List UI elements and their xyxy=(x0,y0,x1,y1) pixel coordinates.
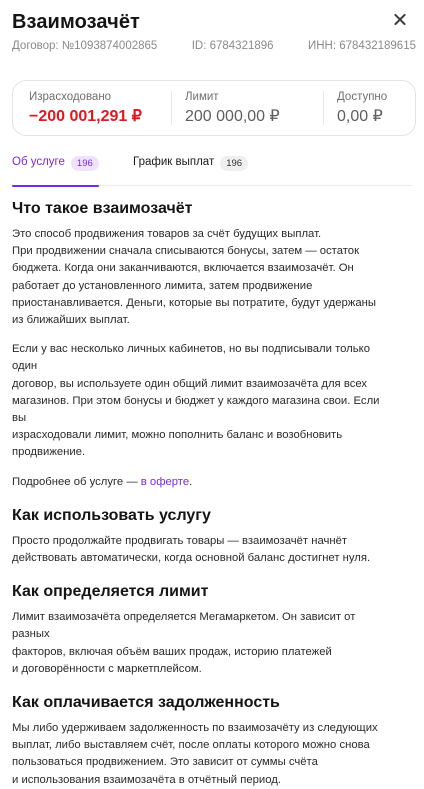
section-title-limit: Как определяется лимит xyxy=(12,583,209,601)
spent-value: −200 001,291 ₽ xyxy=(29,108,142,125)
what-paragraph-2 xyxy=(12,341,414,461)
header xyxy=(12,8,412,38)
balance-summary-card xyxy=(12,80,416,136)
limit-cell xyxy=(171,81,323,135)
text-line: Мы либо удерживаем задолженность по взаимозачёту из следующих xyxy=(12,722,378,735)
section-how-use xyxy=(12,505,414,567)
more-end: . xyxy=(189,475,193,488)
text-line: продвижение. xyxy=(12,446,86,459)
text-line: Если у вас несколько личных кабинетов, но вы подписывали только xyxy=(12,343,370,356)
available-label: Доступно xyxy=(337,91,388,103)
tab-payment-schedule[interactable] xyxy=(133,156,248,186)
service-description xyxy=(12,198,414,789)
text-line: из ближайших выплат. xyxy=(12,314,130,327)
text-line: Просто продолжайте продвигать товары — взаимозачёт начнёт xyxy=(12,534,348,547)
available-value: 0,00 ₽ xyxy=(337,108,383,125)
limit-value: 200 000,00 ₽ xyxy=(185,108,280,125)
text-line: выплат, либо выставляем счёт, после оплаты которого можно снова xyxy=(12,739,370,752)
contract-number: Договор: №1093874002865 xyxy=(12,40,158,52)
tab-about-service[interactable] xyxy=(12,156,99,186)
text-line: работает до установленного лимита, затем продвижение xyxy=(12,279,313,292)
text-line: При продвижении сначала списываются бонусы, затем — остаток xyxy=(12,245,360,258)
spent-label: Израсходовано xyxy=(29,91,112,103)
more-info xyxy=(12,474,414,491)
text-line: приостанавливается. Деньги, которые вы потратите, будут удержаны xyxy=(12,296,376,309)
contract-meta xyxy=(12,40,416,54)
text-line: действовать автоматически, когда основной баланс достигнет нуля. xyxy=(12,552,371,565)
text-line: и использования взаимозачёта в отчётный период. xyxy=(12,773,282,786)
text-line: Это способ продвижения товаров за счёт будущих выплат. xyxy=(12,228,322,240)
how-use-paragraph xyxy=(12,533,414,567)
account-id: ID: 6784321896 xyxy=(191,40,274,52)
tab-about-count: 196 xyxy=(71,156,99,171)
section-debt xyxy=(12,692,414,789)
text-line: Лимит взаимозачёта определяется Мегамаркетом. Он зависит от xyxy=(12,611,356,624)
text-line: один xyxy=(12,360,38,373)
page-title: Взаимозачёт xyxy=(12,11,140,33)
text-line: факторов, включая объём ваших продаж, историю платежей xyxy=(12,645,332,658)
text-line: разных xyxy=(12,628,50,641)
section-title-how-use: Как использовать услугу xyxy=(12,506,211,524)
text-line: пользоваться продвижением. Это зависит от суммы счёта xyxy=(12,756,318,769)
tab-schedule-count: 196 xyxy=(220,156,248,171)
text-line: вы xyxy=(12,412,27,425)
text-line: и договорённости с маркетплейсом. xyxy=(12,662,202,675)
more-text: Подробнее об услуге — xyxy=(12,475,141,488)
tab-bar xyxy=(12,156,412,186)
debt-paragraph xyxy=(12,720,414,789)
inn-number: ИНН: 678432189615 xyxy=(307,40,416,52)
text-line: израсходовали лимит, можно пополнить баланс и возобновить xyxy=(12,429,343,442)
section-limit xyxy=(12,581,414,678)
available-cell xyxy=(323,81,415,135)
tab-about-label: Об услуге xyxy=(12,156,65,168)
section-title-debt: Как оплачивается задолженность xyxy=(12,694,280,712)
limit-paragraph xyxy=(12,609,414,678)
limit-label: Лимит xyxy=(185,91,219,103)
text-line: магазинов. При этом бонусы и бюджет у каждого магазина свои. Если xyxy=(12,394,380,407)
tab-schedule-label: График выплат xyxy=(133,156,215,168)
offer-link[interactable]: в оферте xyxy=(140,475,190,488)
text-line: договор, вы используете один общий лимит взаимозачёта для всех xyxy=(12,377,368,390)
what-paragraph-1 xyxy=(12,226,414,329)
section-title-what: Что такое взаимозачёт xyxy=(12,200,193,217)
spent-cell xyxy=(13,81,171,135)
close-icon[interactable] xyxy=(390,10,410,30)
text-line: бюджета. Когда они заканчиваются, включается взаимозачёт. Он xyxy=(12,262,354,275)
